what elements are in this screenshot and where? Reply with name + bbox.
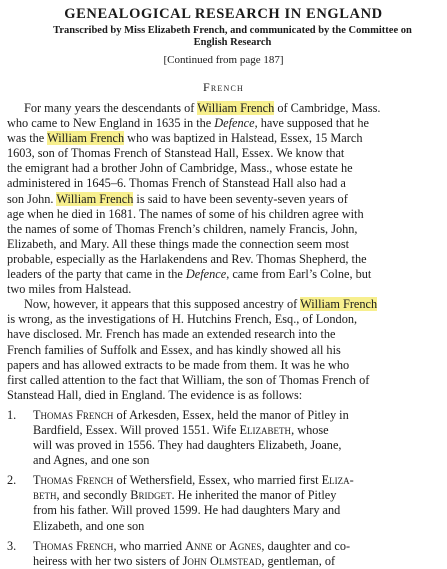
para1-line: probable, especially as the Harlakendens and Rev. Thomas Shepherd, the (7, 251, 367, 266)
person-name: Agnes (228, 538, 262, 553)
text-run: of Wethersfield, Essex, who married first (113, 473, 322, 488)
para2-line: papers and has allowed extracts to be made from them. It was he who (7, 357, 350, 372)
ship-name: Defence (214, 116, 255, 131)
list-item-line (7, 408, 435, 423)
ship-name: Defence (185, 267, 227, 282)
text-run: who was baptized in Halstead, Essex, 15 March (124, 131, 363, 146)
text-run: . He inherited the manor of Pitley (171, 488, 337, 503)
list-item-line: and Agnes, and one son (33, 453, 150, 468)
para1-line: administered in 1645–6. Thomas French of Stanstead Hall also had a (7, 176, 346, 191)
text-run: of Cambridge, Mass. (274, 101, 381, 115)
list-item-line: will was proved in 1556. They had daughters Elizabeth, Joane, (33, 438, 342, 453)
list-item-line (7, 488, 435, 503)
text-run: heiress with her two sisters of (33, 553, 183, 568)
text-run: , came from Earl’s Colne, but (226, 267, 372, 282)
text-run: or (212, 538, 229, 553)
text-run: Now, however, it appears that this supposed ancestry of (24, 297, 301, 312)
list-item-line (7, 554, 435, 569)
continued-note: [Continued from page 187] (163, 54, 284, 66)
para2-line: is wrong, as the investigations of H. Hutchins French, Esq., of London, (7, 312, 358, 327)
person-name: Bridget (130, 488, 172, 503)
text-run: , have supposed that he (254, 116, 369, 131)
para1-line: two miles from Halstead. (7, 282, 132, 297)
para1-line (7, 101, 435, 116)
list-item-line: Elizabeth, and one son (33, 518, 145, 533)
item-number: 2. (7, 473, 17, 488)
person-name: Anne (185, 538, 213, 553)
text-run: , daughter and co- (261, 538, 351, 553)
section-heading: French (203, 80, 244, 94)
list-item-line (7, 473, 435, 488)
para1-line: 1603, son of Thomas French of Stanstead Hall, Essex. We know that (7, 146, 345, 161)
text-run: For many years the descendants of (24, 101, 198, 115)
highlighted-name: William French (197, 101, 275, 115)
para1-line (7, 267, 435, 282)
highlighted-name: William French (56, 191, 134, 206)
text-run: was the (7, 131, 48, 146)
list-item-line (7, 539, 435, 554)
byline-line-1: Transcribed by Miss Elizabeth French, and communicated by the Committee on (53, 25, 412, 36)
person-name: Eliza- (321, 473, 354, 488)
item-number: 3. (7, 538, 17, 553)
para1-line: age when he died in 1681. The names of some of his children agree with (7, 206, 364, 221)
person-name: Thomas French (33, 538, 114, 553)
text-run: Bardfield, Essex. Will proved 1551. Wife (33, 422, 240, 437)
list-item-line: from his father. Will proved 1599. He had daughters Mary and (33, 503, 341, 518)
para1-line: the names of some of Thomas French’s children, namely Francis, John, (7, 221, 358, 236)
person-name: John Olmstead (182, 553, 262, 568)
text-run: son John. (7, 191, 57, 206)
text-run: , who married (113, 538, 186, 553)
person-name: Thomas French (33, 473, 114, 488)
person-name: Thomas French (33, 407, 114, 422)
text-run: , and secondly (56, 488, 131, 503)
text-run: is said to have been seventy-seven years of (133, 191, 348, 206)
highlighted-name: William French (300, 297, 378, 312)
byline-line-2: English Research (193, 37, 272, 48)
text-run: who came to New England in 1635 in the (7, 116, 215, 131)
para2-line: have disclosed. Mr. French has made an extended research into the (7, 327, 336, 342)
para2-line: first called attention to the fact that William, the son of Thomas French of (7, 372, 370, 387)
para2-line: Stanstead Hall, died in England. The evidence is as follows: (7, 387, 303, 402)
para2-line (7, 297, 435, 312)
person-name: Elizabeth (239, 422, 292, 437)
list-item-line (7, 423, 435, 438)
para1-line: Elizabeth, and Mary. All these things made the connection seem most (7, 236, 350, 251)
article-byline (40, 25, 425, 49)
item-number: 1. (7, 407, 17, 422)
text-run: leaders of the party that came in the (7, 267, 186, 282)
text-run: , gentleman, of (261, 553, 336, 568)
text-run: , whose (291, 422, 329, 437)
para1-line (7, 192, 435, 207)
para1-line: the emigrant had a brother John of Cambridge, Mass., whose estate he (7, 161, 353, 176)
text-run: of Arkesden, Essex, held the manor of Pitley in (113, 407, 349, 422)
highlighted-name: William French (47, 131, 125, 146)
article-title: GENEALOGICAL RESEARCH IN ENGLAND (64, 6, 383, 22)
para1-line (7, 116, 435, 131)
person-name: beth (33, 488, 57, 503)
para2-line: French families of Suffolk and Essex, and has kindly showed all his (7, 342, 341, 357)
article-body (7, 101, 435, 569)
para1-line (7, 131, 435, 146)
